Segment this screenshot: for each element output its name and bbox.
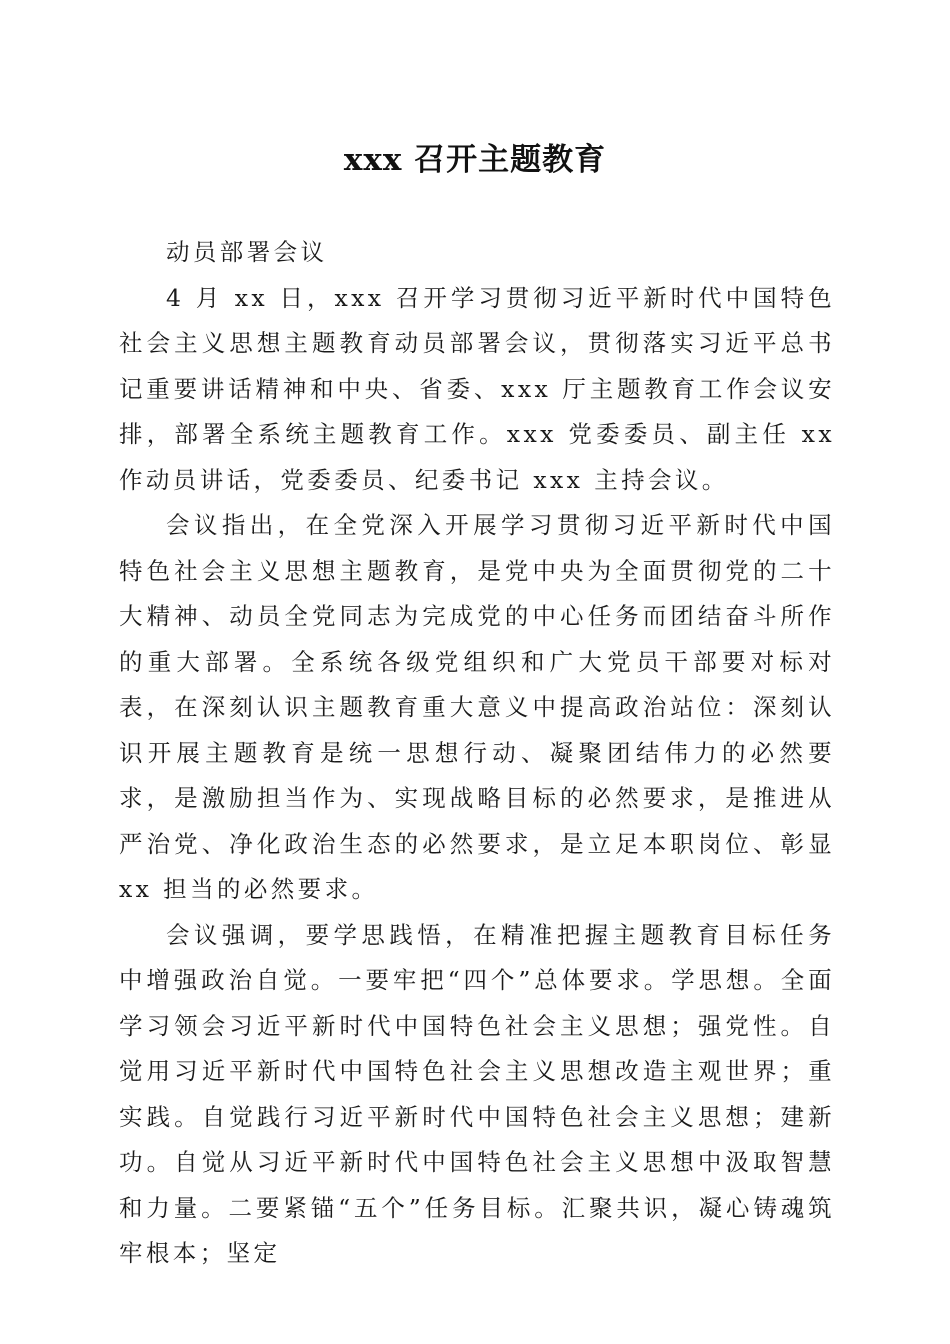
document-body [119,230,835,1277]
document-title: xxx 召开主题教育 [343,142,607,178]
paragraph-meeting-emphasis: 会议强调，要学思践悟，在精准把握主题教育目标任务中增强政治自觉。一要牢把“四个”总体要求。学思想。全面学习领会习近平新时代中国特色社会主义思想；强党性。自觉用习近平新时代中国特色社会主义思想改造主观世界；重实践。自觉践行习近平新时代中国特色社会主义思想；建新功。自觉从习近平新时代中国特色社会主义思想中汲取智慧和力量。二要紧锚“五个”任务目标。汇聚共识，凝心铸魂筑牢根本；坚定 [119,920,835,1267]
paragraph-intro: 4 月 xx 日，xxx 召开学习贯彻习近平新时代中国特色社会主义思想主题教育动员部署会议，贯彻落实习近平总书记重要讲话精神和中央、省委、xxx 厅主题教育工作会议安排，部署全系统主题教育工作。xxx 党委委员、副主任 xx 作动员讲话，党委委员、纪委书记 xxx 主持会议。 [119,283,835,494]
paragraph-subtitle: 动员部署会议 [166,238,328,266]
paragraph-meeting-points: 会议指出，在全党深入开展学习贯彻习近平新时代中国特色社会主义思想主题教育，是党中央为全面贯彻党的二十大精神、动员全党同志为完成党的中心任务而团结奋斗所作的重大部署。全系统各级党组织和广大党员干部要对标对表，在深刻认识主题教育重大意义中提高政治站位：深刻认识开展主题教育是统一思想行动、凝聚团结伟力的必然要求，是激励担当作为、实现战略目标的必然要求，是推进从严治党、净化政治生态的必然要求，是立足本职岗位、彰显 xx 担当的必然要求。 [119,511,835,903]
